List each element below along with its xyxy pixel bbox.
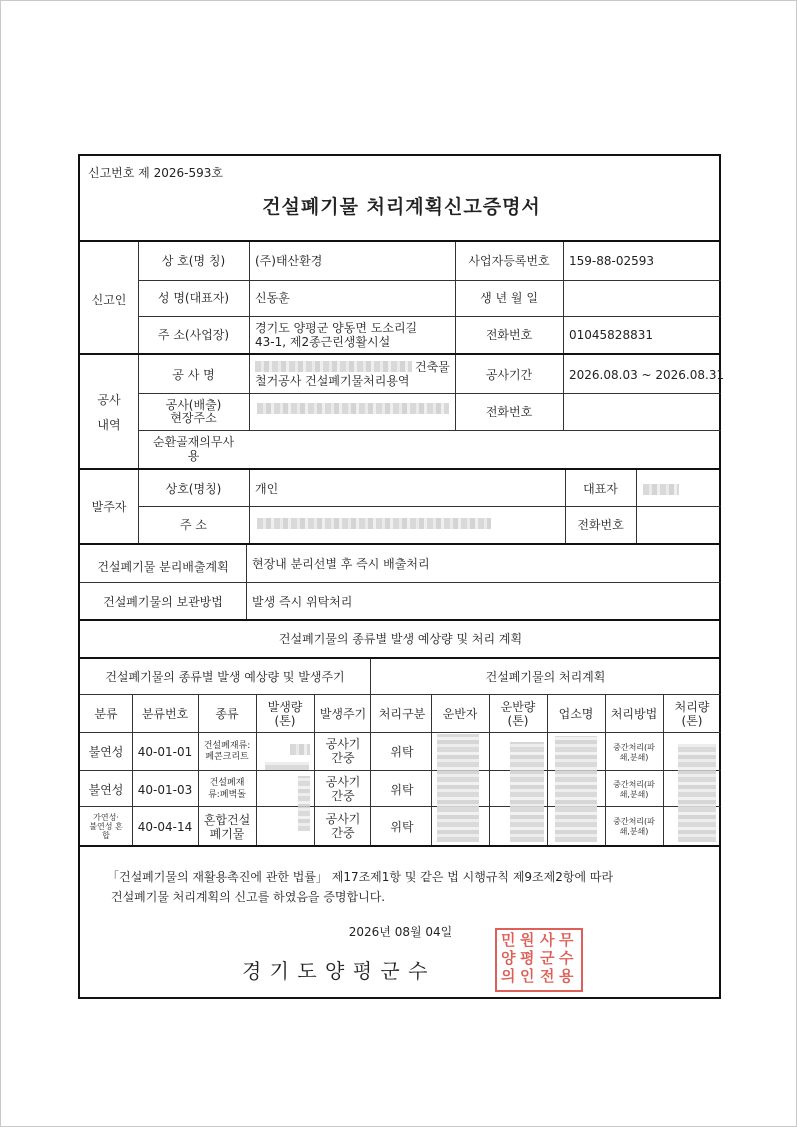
row2-type-2: 류:폐벽돌 <box>208 790 246 800</box>
project-name-label: 공 사 명 <box>172 368 215 382</box>
divider <box>80 582 721 583</box>
address-label: 주 소(사업장) <box>157 328 230 342</box>
construction-section-label-1: 공사 <box>97 393 121 407</box>
row2-type-1: 건설폐재 <box>209 778 245 788</box>
col-facility: 업소명 <box>558 707 594 721</box>
divider <box>80 657 721 659</box>
seal-char: 수 <box>559 949 574 967</box>
col-code: 분류번호 <box>141 707 189 721</box>
col-carry-amount-1: 운반량 <box>500 700 536 714</box>
document-title: 건설폐기물 처리계획신고증명서 <box>262 196 541 218</box>
official-seal <box>495 928 583 992</box>
site-address-label-1: 공사(배출) <box>165 398 222 412</box>
row2-method: 위탁 <box>390 783 414 797</box>
divider <box>80 543 721 545</box>
row2-cycle-1: 공사기 <box>325 775 361 789</box>
divider <box>80 732 721 733</box>
storage-method-label: 건설폐기물의 보관방법 <box>103 595 223 609</box>
row2-process-1: 중간처리(파 <box>613 780 655 789</box>
report-number: 신고번호 제 2026-593호 <box>88 166 223 180</box>
col-amount-2: (톤) <box>274 714 296 728</box>
issuer-name: 경 기 도 양 평 군 수 <box>242 959 429 983</box>
redacted-text <box>510 742 544 842</box>
storage-method-value: 발생 즉시 위탁처리 <box>252 595 353 609</box>
col-process-amount-1: 처리량 <box>674 700 710 714</box>
row2-process-2: 쇄,분쇄) <box>619 790 649 799</box>
row3-type-2: 폐기물 <box>209 827 245 841</box>
recycle-obligation-label-1: 순환골재의무사 <box>152 435 235 449</box>
client-phone-label: 전화번호 <box>577 518 624 532</box>
col-cycle: 발생주기 <box>319 707 367 721</box>
table-right-header: 건설폐기물의 처리계획 <box>485 670 606 684</box>
issue-date: 2026년 08월 04일 <box>348 925 453 939</box>
client-name-label: 상호(명칭) <box>165 482 222 496</box>
seal-char: 원 <box>520 931 535 949</box>
divider <box>138 316 721 317</box>
row1-process-1: 중간처리(파 <box>613 743 655 752</box>
row3-cycle-1: 공사기 <box>325 812 361 826</box>
redacted-text <box>265 762 309 770</box>
divider <box>80 240 721 242</box>
statement-line-1: 「건설폐기물의 재활용촉진에 관한 법률」 제17조제1항 및 같은 법 시행규칙 제9조제2항에 따라 <box>107 870 614 884</box>
project-period-label: 공사기간 <box>485 368 533 382</box>
site-address-label-2: 현장주소 <box>170 411 217 425</box>
row3-method: 위탁 <box>390 820 414 834</box>
reporter-section-label: 신고인 <box>91 293 127 307</box>
project-name-suffix: 건축물 <box>415 360 450 374</box>
divider <box>563 242 564 353</box>
company-name-label: 상 호(명 칭) <box>161 254 226 268</box>
col-category: 분류 <box>94 707 118 721</box>
divider <box>80 468 721 470</box>
construction-section-label-2: 내역 <box>97 418 121 432</box>
row3-category-3: 합 <box>102 831 110 840</box>
redacted-text <box>437 734 479 842</box>
seal-char: 군 <box>540 949 555 967</box>
col-process-amount-2: (톤) <box>681 714 703 728</box>
seal-char: 평 <box>520 949 535 967</box>
row1-cycle-1: 공사기 <box>325 737 361 751</box>
divider <box>249 242 250 353</box>
row1-code: 40-01-01 <box>137 745 193 759</box>
row3-process-2: 쇄,분쇄) <box>619 827 649 836</box>
business-reg-label: 사업자등록번호 <box>468 254 550 268</box>
project-name-value: 철거공사 건설폐기물처리용역 <box>255 374 410 388</box>
seal-char: 민 <box>501 931 516 949</box>
row2-cycle-2: 간중 <box>331 789 355 803</box>
client-rep-label: 대표자 <box>583 482 618 496</box>
redacted-text <box>298 776 310 831</box>
representative-value: 신동훈 <box>255 291 290 305</box>
divider <box>138 393 721 394</box>
row1-method: 위탁 <box>390 745 414 759</box>
seal-char: 인 <box>520 967 535 985</box>
row3-cycle-2: 간중 <box>331 826 355 840</box>
recycle-obligation-label-2: 용 <box>187 449 200 463</box>
row2-code: 40-01-03 <box>137 783 193 797</box>
redacted-text <box>643 484 679 495</box>
business-reg-value: 159-88-02593 <box>569 254 655 268</box>
row1-type-1: 건설폐재류: <box>203 741 251 751</box>
redacted-text <box>257 518 491 529</box>
address-value-line1: 경기도 양평군 양동면 도소리길 <box>255 321 418 335</box>
col-carry-amount-2: (톤) <box>507 714 529 728</box>
row3-category-1: 가연성· <box>93 813 119 822</box>
divider <box>138 506 721 507</box>
row1-cycle-2: 간중 <box>331 751 355 765</box>
row3-category-2: 불연성 혼 <box>89 822 123 831</box>
redacted-text <box>555 736 597 842</box>
col-method-class: 처리구분 <box>378 707 426 721</box>
divider <box>138 280 721 281</box>
statement-line-2: 건설폐기물 처리계획의 신고를 하였음을 증명합니다. <box>111 890 386 904</box>
col-type: 종류 <box>215 707 239 721</box>
row2-category: 불연성 <box>88 783 124 797</box>
divider <box>80 694 721 695</box>
divider <box>80 806 721 807</box>
divider <box>80 770 721 771</box>
client-name-value: 개인 <box>255 482 279 496</box>
seal-char: 사 <box>540 931 555 949</box>
client-address-label: 주 소 <box>180 518 207 532</box>
phone-label: 전화번호 <box>485 328 533 342</box>
address-value-line2: 43-1, 제2종근린생활시설 <box>255 335 391 349</box>
col-amount-1: 발생량 <box>267 700 303 714</box>
redacted-text <box>257 403 449 414</box>
certificate-frame <box>78 154 725 999</box>
col-carrier: 운반자 <box>442 707 478 721</box>
row3-type-1: 혼합건설 <box>203 813 251 827</box>
representative-label: 성 명(대표자) <box>157 291 230 305</box>
redacted-text <box>255 361 412 372</box>
table-left-header: 건설폐기물의 종류별 발생 예상량 및 발생주기 <box>105 670 345 684</box>
row1-process-2: 쇄,분쇄) <box>619 753 649 762</box>
client-section-label: 발주자 <box>91 500 127 514</box>
row1-type-2: 폐콘크리트 <box>205 752 249 762</box>
col-process: 처리방법 <box>610 707 658 721</box>
company-name-value: (주)태산환경 <box>255 254 323 268</box>
seal-char: 무 <box>559 931 574 949</box>
seal-char: 의 <box>501 967 516 985</box>
separation-plan-label: 건설폐기물 분리배출계획 <box>97 560 229 574</box>
divider <box>80 619 721 621</box>
redacted-text <box>678 744 716 842</box>
seal-char: 전 <box>540 967 555 985</box>
phone-value: 01045828831 <box>569 328 653 342</box>
divider <box>80 353 721 355</box>
divider <box>80 845 721 847</box>
row1-category: 불연성 <box>88 745 124 759</box>
separation-plan-value: 현장내 분리선별 후 즉시 배출처리 <box>252 557 430 571</box>
seal-char: 양 <box>501 949 516 967</box>
birthdate-label: 생 년 월 일 <box>480 291 538 305</box>
redacted-text <box>290 744 310 755</box>
row3-code: 40-04-14 <box>137 820 193 834</box>
project-period-value: 2026.08.03 ~ 2026.08.31 <box>569 368 725 382</box>
plan-section-header: 건설폐기물의 종류별 발생 예상량 및 처리 계획 <box>278 632 523 646</box>
site-phone-label: 전화번호 <box>485 405 533 419</box>
seal-char: 용 <box>559 967 574 985</box>
row3-process-1: 중간처리(파 <box>613 817 655 826</box>
divider <box>138 430 721 431</box>
